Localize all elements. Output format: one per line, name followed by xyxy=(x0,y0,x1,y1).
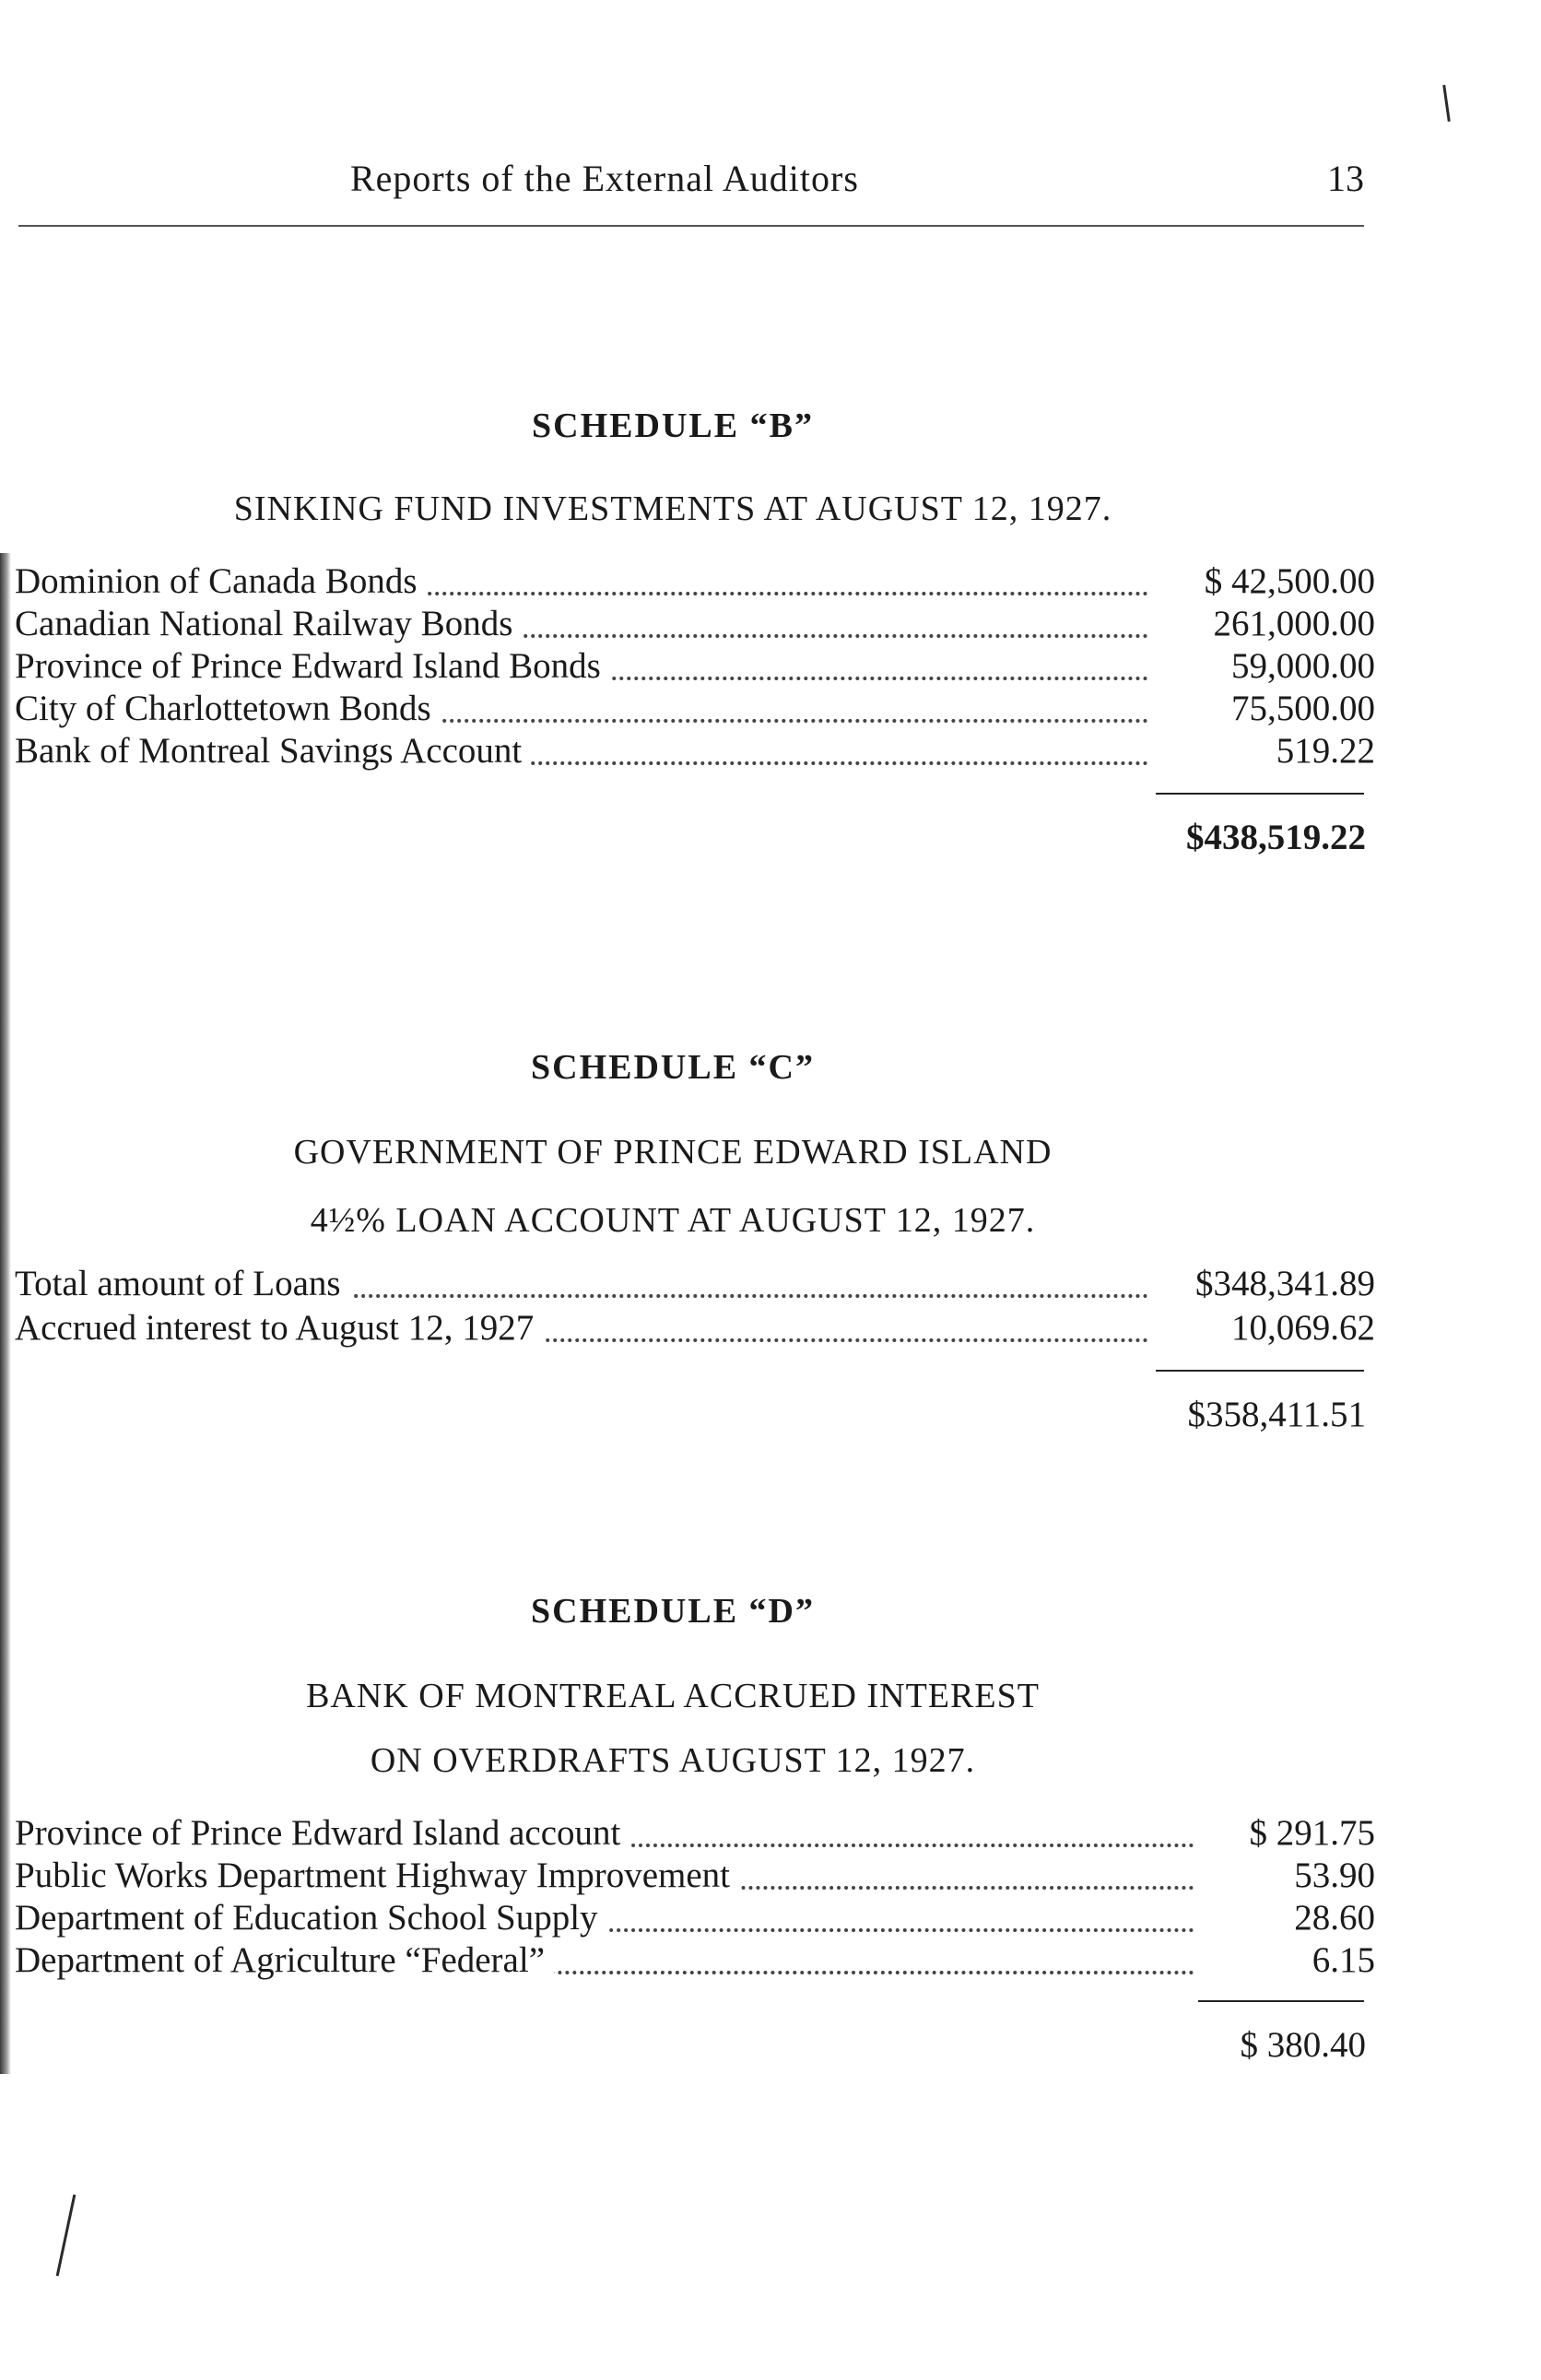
ledger-row xyxy=(15,730,1375,772)
schedule-b-subtitle: SINKING FUND INVESTMENTS AT AUGUST 12, 1927. xyxy=(233,489,1112,528)
ledger-row xyxy=(15,1263,1375,1305)
row-label: Accrued interest to August 12, 1927 xyxy=(15,1307,543,1349)
schedule-d-heading: SCHEDULE “D” xyxy=(531,1592,815,1631)
total-rule xyxy=(1156,1370,1364,1372)
row-amount: 53.90 xyxy=(1194,1855,1375,1896)
row-label: Province of Prince Edward Island account xyxy=(15,1812,629,1854)
row-amount: $ 291.75 xyxy=(1194,1812,1375,1854)
ledger-row xyxy=(15,560,1375,603)
schedule-c-total: $358,411.51 xyxy=(1187,1395,1366,1434)
ledger-row xyxy=(15,1307,1375,1349)
row-label: Total amount of Loans xyxy=(15,1263,350,1304)
schedule-c-subtitle-1: GOVERNMENT OF PRINCE EDWARD ISLAND xyxy=(293,1133,1053,1172)
scan-speck xyxy=(56,2195,76,2277)
schedule-c-heading: SCHEDULE “C” xyxy=(531,1048,815,1087)
row-amount: 75,500.00 xyxy=(1148,688,1375,729)
row-amount: 261,000.00 xyxy=(1148,603,1375,644)
ledger-row xyxy=(15,688,1375,730)
row-amount: 59,000.00 xyxy=(1148,645,1375,687)
scan-speck xyxy=(1442,85,1451,122)
ledger-row xyxy=(15,1897,1375,1939)
schedule-d-subtitle-2: ON OVERDRAFTS AUGUST 12, 1927. xyxy=(370,1741,976,1780)
running-header xyxy=(0,157,1541,212)
row-label: Department of Agriculture “Federal” xyxy=(15,1939,554,1981)
header-rule xyxy=(18,225,1364,227)
ledger-row xyxy=(15,1855,1375,1897)
row-amount: 28.60 xyxy=(1194,1897,1375,1938)
running-title: Reports of the External Auditors xyxy=(350,158,859,199)
schedule-b-total: $438,519.22 xyxy=(1186,818,1366,857)
row-label: Dominion of Canada Bonds xyxy=(15,560,427,602)
row-label: Province of Prince Edward Island Bonds xyxy=(15,645,610,687)
page-number: 13 xyxy=(1327,158,1364,199)
row-amount: 10,069.62 xyxy=(1148,1307,1375,1349)
total-rule xyxy=(1156,793,1364,795)
row-label: Public Works Department Highway Improvement xyxy=(15,1855,739,1896)
ledger-row xyxy=(15,1939,1375,1982)
row-amount: 6.15 xyxy=(1194,1939,1375,1981)
row-label: Bank of Montreal Savings Account xyxy=(15,730,531,772)
row-amount: 519.22 xyxy=(1148,730,1375,772)
total-rule xyxy=(1198,2000,1364,2002)
scan-edge-mark xyxy=(0,553,11,2074)
row-label: Canadian National Railway Bonds xyxy=(15,603,522,644)
ledger-row xyxy=(15,1812,1375,1855)
row-label: Department of Education School Supply xyxy=(15,1897,607,1938)
schedule-b-heading: SCHEDULE “B” xyxy=(532,406,814,445)
schedule-d-subtitle-1: BANK OF MONTREAL ACCRUED INTEREST xyxy=(306,1677,1040,1715)
schedule-d-total: $ 380.40 xyxy=(1240,2025,1366,2065)
schedule-c-subtitle-2: 4½% LOAN ACCOUNT AT AUGUST 12, 1927. xyxy=(310,1201,1036,1240)
row-amount: $ 42,500.00 xyxy=(1148,560,1375,602)
ledger-row xyxy=(15,645,1375,688)
ledger-row xyxy=(15,603,1375,645)
row-label: City of Charlottetown Bonds xyxy=(15,688,441,729)
row-amount: $348,341.89 xyxy=(1148,1263,1375,1304)
